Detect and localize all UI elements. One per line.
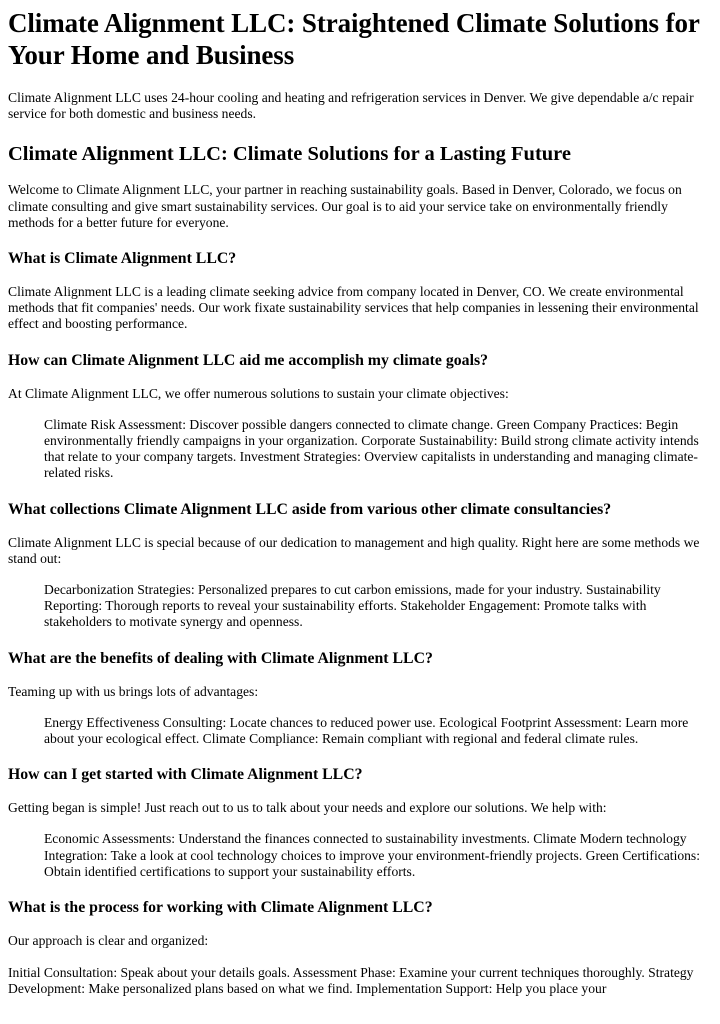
faq-answer-2: At Climate Alignment LLC, we offer numerous solutions to sustain your climate objectives: bbox=[8, 385, 509, 401]
faq-detail-2: Climate Risk Assessment: Discover possible dangers connected to climate change. Green Company Practices: Begin environmentally friendly campaigns in your organization. Corporate Sustainability: Build strong climate activity intends that relate to your company targets. Investment Strategies: Overview capitalists in understanding and managing climate-related risks. bbox=[44, 416, 699, 481]
faq-detail-5: Economic Assessments: Understand the finances connected to sustainability investments. Climate Modern technology Integration: Take a look at cool technology choices to improve your environment-friendly projects. Green Certifications: Obtain identified certifications to support your sustainability efforts. bbox=[44, 831, 701, 879]
faq-answer-3: Climate Alignment LLC is special because of our dedication to management and high quality. Right here are some methods we stand out: bbox=[8, 534, 700, 566]
intro-paragraph: Climate Alignment LLC uses 24-hour cooling and heating and refrigeration services in Denver. We give dependable a/c repair service for both domestic and business needs. bbox=[8, 90, 694, 122]
faq-question-4: What are the benefits of dealing with Climate Alignment LLC? bbox=[8, 649, 433, 667]
faq-question-1: What is Climate Alignment LLC? bbox=[8, 250, 237, 268]
faq-question-2: How can Climate Alignment LLC aid me accomplish my climate goals? bbox=[8, 351, 489, 369]
faq-answer-4: Teaming up with us brings lots of advantages: bbox=[8, 683, 259, 699]
faq-question-5: How can I get started with Climate Alignment LLC? bbox=[8, 766, 363, 784]
faq-question-3: What collections Climate Alignment LLC aside from various other climate consultancies? bbox=[8, 500, 612, 518]
article bbox=[0, 7, 720, 998]
welcome-paragraph: Welcome to Climate Alignment LLC, your partner in reaching sustainability goals. Based in Denver, Colorado, we focus on climate consulting and give smart sustainability services. Our goal is to aid your service take on environmentally friendly methods for a better future for everyone. bbox=[8, 182, 682, 230]
faq-answer-5: Getting began is simple! Just reach out to us to talk about your needs and explore our solutions. We help with: bbox=[8, 800, 607, 816]
faq-detail-3: Decarbonization Strategies: Personalized prepares to cut carbon emissions, made for your industry. Sustainability Reporting: Thorough reports to reveal your sustainability efforts. Stakeholder Engagement: Promote talks with stakeholders to motivate synergy and openness. bbox=[44, 582, 661, 630]
page-title: Climate Alignment LLC: Straightened Climate Solutions for Your Home and Business bbox=[8, 8, 700, 70]
faq-question-6: What is the process for working with Climate Alignment LLC? bbox=[8, 899, 433, 917]
faq-detail-6: Initial Consultation: Speak about your details goals. Assessment Phase: Examine your current techniques thoroughly. Strategy Development: Make personalized plans based on what we find. Implementation Support: Help you place your bbox=[8, 965, 694, 997]
faq-answer-1: Climate Alignment LLC is a leading climate seeking advice from company located in Denver, CO. We create environmental methods that fit companies' needs. Our work fixate sustainability services that help companies in lessening their environmental effect and boosting performance. bbox=[8, 284, 699, 332]
faq-detail-4: Energy Effectiveness Consulting: Locate chances to reduced power use. Ecological Footprint Assessment: Learn more about your ecological effect. Climate Compliance: Remain compliant with regional and federal climate rules. bbox=[44, 714, 689, 747]
section-title: Climate Alignment LLC: Climate Solutions for a Lasting Future bbox=[8, 143, 571, 166]
faq-answer-6: Our approach is clear and organized: bbox=[8, 933, 209, 949]
